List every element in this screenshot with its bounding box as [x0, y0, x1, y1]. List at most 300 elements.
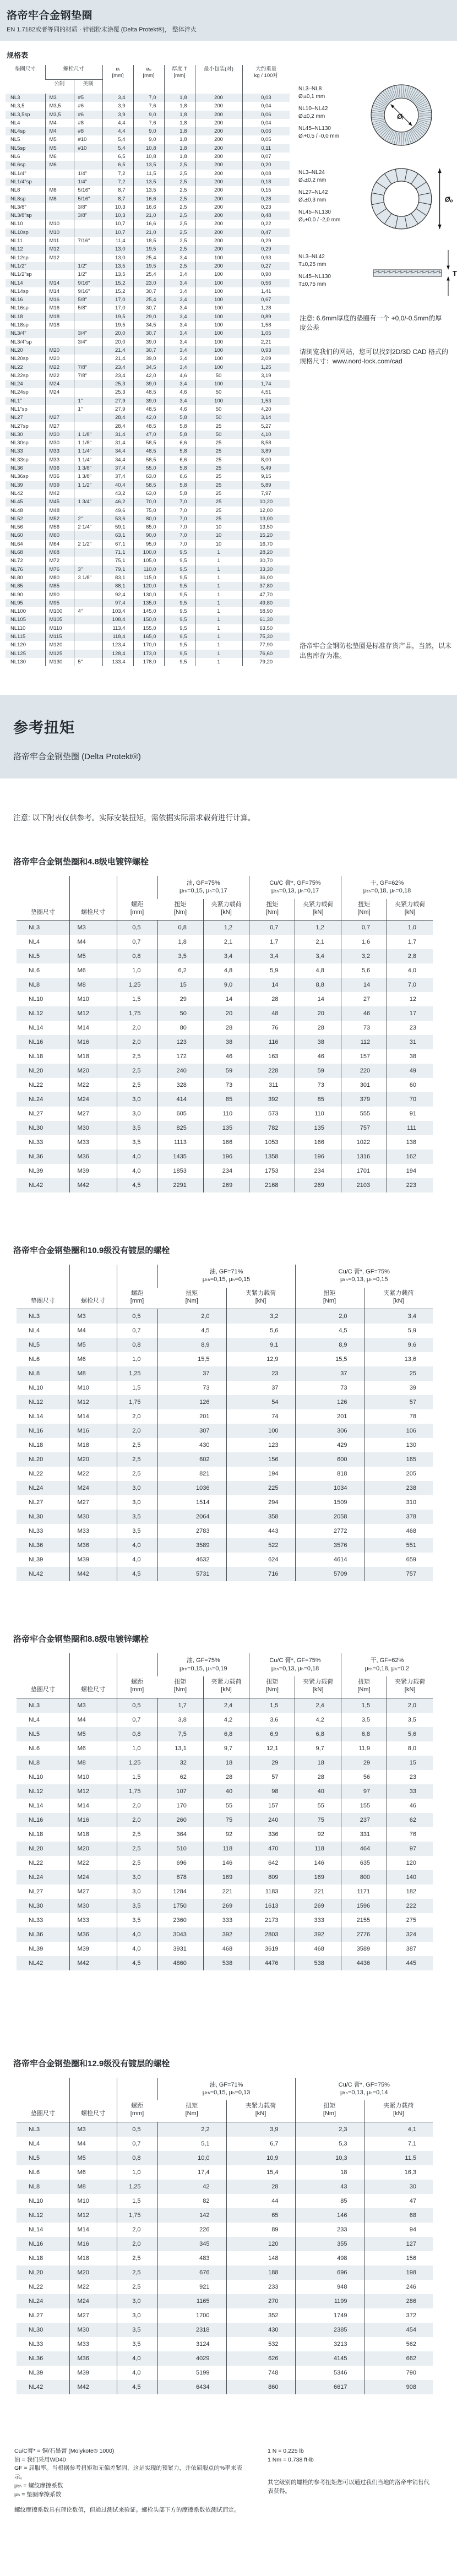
torque-cell: M8	[69, 1756, 117, 1770]
footer-line: μₕ = 垫圈摩擦系数	[14, 2491, 62, 2498]
spec-cell: NL1/4"sp	[10, 178, 32, 185]
table-row	[6, 456, 290, 464]
condition-line: μₜₕ=0,18, μₕ=0,2	[364, 1665, 410, 1672]
spec-cell: 17,0	[102, 304, 133, 312]
torque-cell: M42	[69, 2380, 117, 2394]
table-row	[17, 1956, 433, 1970]
torque-cell: 49	[387, 1064, 433, 1078]
torque-cell: 4614	[295, 1553, 364, 1567]
torque-cell: 205	[364, 1467, 433, 1481]
spec-cell: 30,70	[242, 557, 290, 565]
spec-cell: 9,5	[164, 591, 195, 599]
spec-cell: 39,0	[133, 397, 164, 405]
torque-cell: 555	[341, 1107, 387, 1121]
spec-cell: 5/16"	[74, 195, 102, 203]
table-row	[6, 203, 290, 211]
torque-table-4-8	[17, 876, 457, 1192]
torque-cell: 269	[295, 1899, 341, 1913]
torque-cell: 2385	[295, 2323, 364, 2337]
col-header-line: [kN]	[221, 1686, 232, 1693]
torque-cell: NL18	[29, 2254, 43, 2262]
spec-cell: 48,5	[133, 447, 164, 455]
torque-cell: 2,5	[117, 1064, 157, 1078]
torque-cell: 0,5	[117, 1698, 157, 1713]
torque-cell: 3,4	[203, 949, 249, 963]
spec-cell: 4,20	[242, 405, 290, 413]
spec-cell: 0,20	[242, 161, 290, 169]
torque-cell: 11,5	[364, 2151, 433, 2165]
spec-cell: 100	[195, 338, 242, 346]
spec-cell: 1	[195, 650, 242, 658]
tolerance-value: T±0,25 mm	[298, 261, 327, 268]
spec-cell: 10,8	[133, 144, 164, 153]
spec-cell: 100	[195, 270, 242, 279]
torque-table-title-4-8: 洛帝牢合金钢垫圈和4.8级电镀锌螺栓	[13, 857, 149, 867]
torque-section-subtitle: 洛帝牢合金钢垫圈 (Delta Protekt®)	[13, 752, 141, 761]
table-row	[6, 431, 290, 439]
spec-cell: 130,0	[133, 591, 164, 599]
spec-cell: 27,9	[102, 397, 133, 405]
spec-cell: 0,67	[242, 296, 290, 304]
torque-cell: 70	[387, 1092, 433, 1107]
spec-cell: NL52	[10, 515, 23, 522]
spec-cell: NL16sp	[10, 305, 29, 312]
spec-cell: 7,0	[164, 498, 195, 506]
torque-cell: 3,5	[117, 1135, 157, 1150]
spec-cell: 7/16"	[74, 237, 102, 245]
spec-cell: 7,6	[133, 119, 164, 127]
torque-table-body	[17, 2122, 433, 2394]
torque-cell: 123	[226, 1438, 295, 1452]
torque-cell: 2173	[249, 1913, 295, 1927]
col-header-washer-size: 垫圈尺寸	[17, 1265, 69, 1309]
table-row	[6, 127, 290, 135]
spec-section	[6, 65, 457, 675]
spec-cell: M30	[45, 431, 74, 439]
spec-cell: NL85	[10, 583, 23, 590]
spec-cell: 2,5	[164, 237, 195, 245]
tolerance-value: Øₒ±0,2 mm	[298, 177, 327, 183]
spec-cell: 16,6	[133, 220, 164, 228]
torque-cell: 28	[226, 2180, 295, 2194]
torque-table-10-9	[17, 1265, 457, 1581]
torque-cell: 269	[295, 1178, 341, 1192]
torque-cell: 12,1	[249, 1741, 295, 1756]
torque-cell: 12,9	[226, 1352, 295, 1366]
table-row	[6, 624, 290, 633]
torque-cell: 2360	[157, 1913, 203, 1927]
torque-cell: 233	[226, 2280, 295, 2294]
torque-cell: 3,8	[157, 1713, 203, 1727]
torque-table-body	[17, 921, 433, 1193]
torque-cell: 1,5	[341, 1698, 387, 1713]
torque-cell: 532	[226, 2337, 295, 2351]
spec-cell: 0,29	[242, 237, 290, 245]
spec-cell: 75,1	[102, 557, 133, 565]
spec-cell: M18	[45, 321, 74, 329]
table-row	[6, 313, 290, 321]
table-row	[17, 1713, 433, 1727]
torque-cell: 307	[157, 1424, 226, 1438]
col-header-line: [Nm]	[173, 1686, 187, 1693]
spec-cell: M130	[45, 658, 74, 666]
torque-cell: 5,6	[226, 1324, 295, 1338]
col-header-bolt-size: 螺栓尺寸	[69, 2078, 117, 2122]
col-header-line: 螺距	[131, 1678, 143, 1685]
col-header-line: [kN]	[312, 908, 324, 916]
torque-cell: 1,6	[341, 935, 387, 949]
spec-cell: 2,21	[242, 338, 290, 346]
torque-cell: 333	[203, 1913, 249, 1927]
col-header-bolt-size: 螺栓尺寸	[69, 1653, 117, 1698]
torque-cell: 9,7	[203, 1741, 249, 1756]
spec-cell: 9,5	[164, 616, 195, 624]
torque-cell: M22	[69, 2280, 117, 2294]
spec-cell: NL11	[10, 238, 23, 244]
torque-cell: 89	[226, 2223, 295, 2237]
table-row	[17, 1324, 433, 1338]
torque-cell: 198	[364, 2265, 433, 2280]
col-header-line: 夹紧力载荷	[303, 1678, 334, 1685]
condition-line: μₜₕ=0,15, μₕ=0,15	[202, 1276, 251, 1283]
table-row	[6, 186, 290, 194]
spec-cell	[74, 616, 102, 624]
spec-cell: NL6	[10, 154, 20, 160]
condition-group-header	[341, 1653, 433, 1676]
torque-cell: M39	[69, 1164, 117, 1178]
spec-cell: NL1/2"sp	[10, 271, 32, 278]
table-row	[6, 599, 290, 607]
torque-cell: 2,5	[117, 1438, 157, 1452]
col-header-torque	[249, 899, 295, 921]
table-row	[6, 633, 290, 641]
condition-group-header	[249, 876, 341, 899]
spec-cell: NL24sp	[10, 389, 29, 396]
thickness-tolerance-note: 注意: 6.6mm厚度的垫圈有一个 +0,0/-0.5mm的厚度公差	[300, 314, 442, 332]
torque-cell: 1,7	[249, 935, 295, 949]
spec-cell: 1/4"	[74, 170, 102, 178]
spec-cell: 36,00	[242, 574, 290, 582]
table-row	[6, 144, 290, 153]
torque-cell: NL16	[29, 1428, 43, 1435]
torque-cell: M39	[69, 1553, 117, 1567]
spec-cell: 7,0	[164, 523, 195, 531]
spec-cell: 18,5	[133, 237, 164, 245]
table-row	[6, 616, 290, 624]
torque-cell: 3,0	[117, 1107, 157, 1121]
spec-cell: 0,08	[242, 170, 290, 178]
torque-cell: 46	[295, 1049, 341, 1064]
col-header-line: 螺距	[131, 1289, 143, 1297]
footer-definitions	[14, 2447, 246, 2515]
spec-cell: 48,5	[133, 405, 164, 413]
spec-cell: 3,4	[164, 397, 195, 405]
table-row	[17, 1092, 433, 1107]
spec-cell: 63,1	[102, 531, 133, 540]
condition-group-header	[295, 1265, 433, 1288]
spec-cell: 8,7	[102, 195, 133, 203]
spec-cell: 37,80	[242, 582, 290, 590]
torque-table-header	[17, 1653, 433, 1698]
spec-cell: 63,0	[133, 489, 164, 498]
torque-cell: NL5	[29, 953, 40, 960]
tolerance-range: NL45–NL130	[298, 126, 331, 132]
table-row	[17, 2323, 433, 2337]
torque-cell: M30	[69, 1899, 117, 1913]
spec-cell: 19,5	[133, 245, 164, 253]
spec-cell: 0,28	[242, 195, 290, 203]
table-row	[17, 1870, 433, 1885]
footer-conversions	[268, 2447, 443, 2515]
torque-cell: 1284	[157, 1885, 203, 1899]
torque-cell: M5	[69, 1727, 117, 1741]
torque-cell: NL10	[29, 1773, 43, 1780]
torque-cell: 3,5	[117, 1121, 157, 1135]
table-row	[17, 2251, 433, 2265]
torque-cell: 1183	[249, 1885, 295, 1899]
spec-cell: 2"	[74, 515, 102, 523]
torque-cell: 378	[364, 1510, 433, 1524]
spec-cell: 49,80	[242, 599, 290, 607]
torque-cell: 538	[203, 1956, 249, 1970]
torque-cell: 0,5	[117, 1309, 157, 1324]
table-row	[6, 161, 290, 169]
spec-cell: M18	[45, 313, 74, 321]
table-row	[17, 1827, 433, 1842]
torque-cell: 2,8	[387, 949, 433, 963]
torque-cell: M39	[69, 1942, 117, 1956]
torque-cell: 790	[364, 2366, 433, 2380]
torque-cell: 8,0	[387, 1741, 433, 1756]
spec-cell: 1,8	[164, 144, 195, 153]
torque-cell: NL18	[29, 1831, 43, 1838]
torque-cell: 600	[295, 1452, 364, 1467]
spec-cell: 200	[195, 94, 242, 102]
torque-cell: 110	[295, 1107, 341, 1121]
spec-cell: 0,47	[242, 228, 290, 237]
spec-cell: NL36	[10, 465, 23, 472]
tolerance-range: NL45–NL130	[298, 209, 331, 215]
col-header-line: 夹紧力载荷	[383, 2103, 414, 2110]
torque-cell: 40	[203, 1784, 249, 1799]
torque-cell: 324	[387, 1927, 433, 1942]
spec-cell: 1	[195, 548, 242, 557]
spec-cell: 25,4	[133, 270, 164, 279]
torque-cell: M36	[69, 1150, 117, 1164]
spec-cell: 4"	[74, 607, 102, 616]
torque-cell: 1,25	[117, 1366, 157, 1381]
torque-cell: NL33	[29, 1916, 43, 1924]
spec-cell: 28,4	[102, 422, 133, 431]
spec-cell: 13,0	[102, 245, 133, 253]
thickness-tolerances	[298, 253, 363, 293]
table-row	[17, 2151, 433, 2165]
torque-cell: NL22	[29, 2283, 43, 2290]
torque-cell: 40	[295, 1784, 341, 1799]
torque-cell: 97	[387, 1842, 433, 1856]
torque-cell: 2058	[295, 1510, 364, 1524]
spec-cell: 25,4	[133, 254, 164, 262]
table-row	[17, 2366, 433, 2380]
spec-cell: 5,8	[164, 489, 195, 498]
spec-cell: NL1/2"	[10, 263, 26, 269]
table-row	[17, 1899, 433, 1913]
torque-cell: NL33	[29, 1528, 43, 1535]
torque-cell: 44	[226, 2194, 295, 2208]
torque-cell: M20	[69, 1452, 117, 1467]
table-row	[6, 641, 290, 649]
spec-cell: 37,4	[102, 472, 133, 481]
torque-cell: 260	[157, 1813, 203, 1827]
spec-cell: 16,6	[133, 203, 164, 211]
spec-cell: 1,74	[242, 380, 290, 388]
footer-line: μₜₕ = 螺纹摩擦系数	[14, 2482, 63, 2489]
torque-cell: 3,0	[117, 1870, 157, 1885]
torque-cell: M18	[69, 1049, 117, 1064]
spec-cell: M27	[45, 413, 74, 422]
tolerance-item	[298, 85, 363, 100]
torque-cell: 3589	[341, 1942, 387, 1956]
table-row	[6, 607, 290, 616]
torque-cell: 29	[341, 1756, 387, 1770]
torque-cell: M16	[69, 1035, 117, 1049]
spec-cell: 25	[195, 498, 242, 506]
spec-cell: 40,4	[102, 481, 133, 489]
torque-cell: 1,0	[117, 1352, 157, 1366]
spec-cell: 1 1/4"	[74, 447, 102, 455]
spec-cell: M80	[45, 574, 74, 582]
spec-cell: 23,0	[133, 279, 164, 287]
torque-cell: M16	[69, 1424, 117, 1438]
spec-cell: 0,11	[242, 144, 290, 153]
spec-cell: 1 1/8"	[74, 431, 102, 439]
torque-cell: 3,4	[249, 949, 295, 963]
table-row	[17, 1813, 433, 1827]
spec-cell: 1,8	[164, 102, 195, 110]
torque-cell: 602	[157, 1452, 226, 1467]
spec-cell: 21,0	[133, 211, 164, 220]
torque-cell: NL10	[29, 1385, 43, 1392]
torque-cell: M33	[69, 2337, 117, 2351]
torque-cell: 825	[157, 1121, 203, 1135]
torque-cell: 15	[387, 1756, 433, 1770]
spec-cell: 1 3/8"	[74, 464, 102, 472]
spec-cell: NL95	[10, 600, 23, 606]
torque-cell: 59	[203, 1064, 249, 1078]
spec-cell: 9,5	[164, 633, 195, 641]
torque-cell: 85	[295, 1092, 341, 1107]
footer-definition-lines	[14, 2447, 246, 2499]
torque-cell: 3213	[295, 2337, 364, 2351]
spec-cell: 3,4	[164, 304, 195, 312]
spec-cell: 5,8	[164, 413, 195, 422]
spec-cell: 0,06	[242, 111, 290, 119]
col-header-line: [kN]	[221, 908, 232, 916]
torque-cell: 1509	[295, 1495, 364, 1510]
torque-cell: 155	[341, 1799, 387, 1813]
torque-cell: 172	[157, 1049, 203, 1064]
torque-cell: 20	[295, 1006, 341, 1021]
spec-cell: NL64	[10, 541, 23, 547]
spec-cell: 200	[195, 119, 242, 127]
spec-cell: 0,27	[242, 262, 290, 270]
spec-cell: 71,1	[102, 548, 133, 557]
spec-cell: 100	[195, 363, 242, 372]
torque-cell: 9,0	[203, 978, 249, 992]
spec-cell: 1	[195, 658, 242, 666]
spec-cell: 25	[195, 489, 242, 498]
header-row	[17, 2078, 433, 2101]
spec-cell: 48,5	[133, 422, 164, 431]
torque-cell: M3	[69, 1309, 117, 1324]
table-row	[6, 658, 290, 666]
torque-cell: M14	[69, 1409, 117, 1424]
spec-cell: 3/8"	[74, 211, 102, 220]
torque-table-header	[17, 876, 433, 921]
torque-cell: 116	[249, 1035, 295, 1049]
torque-cell: M8	[69, 978, 117, 992]
torque-cell: 510	[157, 1842, 203, 1856]
torque-cell: M3	[69, 921, 117, 935]
torque-cell: 331	[341, 1827, 387, 1842]
spec-cell: 115,0	[133, 574, 164, 582]
col-header-metric: 公制	[54, 80, 65, 87]
spec-cell: 9,5	[164, 548, 195, 557]
stock-availability-note: 洛帝牢合金钢防松垫圈是标准存货产品，当然，以未出售库存为准。	[300, 642, 452, 660]
torque-cell: 14	[341, 978, 387, 992]
table-row	[6, 338, 290, 346]
spec-cell: 1,05	[242, 329, 290, 337]
torque-cell: 169	[203, 1870, 249, 1885]
spec-cell: 25	[195, 515, 242, 523]
col-header-line: 大约重量	[255, 66, 277, 72]
torque-cell: 28	[203, 1770, 249, 1784]
spec-cell: 50	[195, 388, 242, 396]
spec-cell: 5,8	[164, 422, 195, 431]
torque-cell: 59	[295, 1064, 341, 1078]
spec-cell: 23,4	[102, 363, 133, 372]
col-header-weight	[242, 65, 290, 94]
table-row	[17, 2280, 433, 2294]
torque-cell: 1053	[249, 1135, 295, 1150]
spec-cell: 3,4	[164, 346, 195, 355]
spec-cell: NL14sp	[10, 288, 29, 295]
col-header-line: 扭矩	[186, 2103, 198, 2110]
torque-cell: 5731	[157, 1567, 226, 1581]
spec-cell: 2,5	[164, 203, 195, 211]
spec-table	[6, 65, 290, 666]
spec-cell: M6	[45, 161, 74, 169]
torque-cell: 73	[341, 1021, 387, 1035]
spec-cell: 0,93	[242, 346, 290, 355]
torque-cell: 2,1	[203, 935, 249, 949]
torque-cell: NL27	[29, 1110, 43, 1118]
torque-cell: NL27	[29, 1888, 43, 1895]
torque-cell: 642	[249, 1856, 295, 1870]
tolerance-value: Øᵢ±0,2 mm	[298, 113, 325, 119]
table-row	[6, 439, 290, 447]
spec-cell: NL10	[10, 221, 23, 227]
footer-line: 1 N = 0,225 lb	[268, 2447, 304, 2454]
condition-line: μₜₕ=0,15, μₕ=0,13	[202, 2089, 251, 2096]
torque-cell: 748	[226, 2366, 295, 2380]
table-row	[17, 2351, 433, 2366]
torque-cell: 2,5	[117, 1467, 157, 1481]
table-row	[17, 1107, 433, 1121]
col-header-line: 螺距	[131, 2103, 143, 2110]
torque-cell: 624	[226, 1553, 295, 1567]
spec-cell: 1,28	[242, 304, 290, 312]
